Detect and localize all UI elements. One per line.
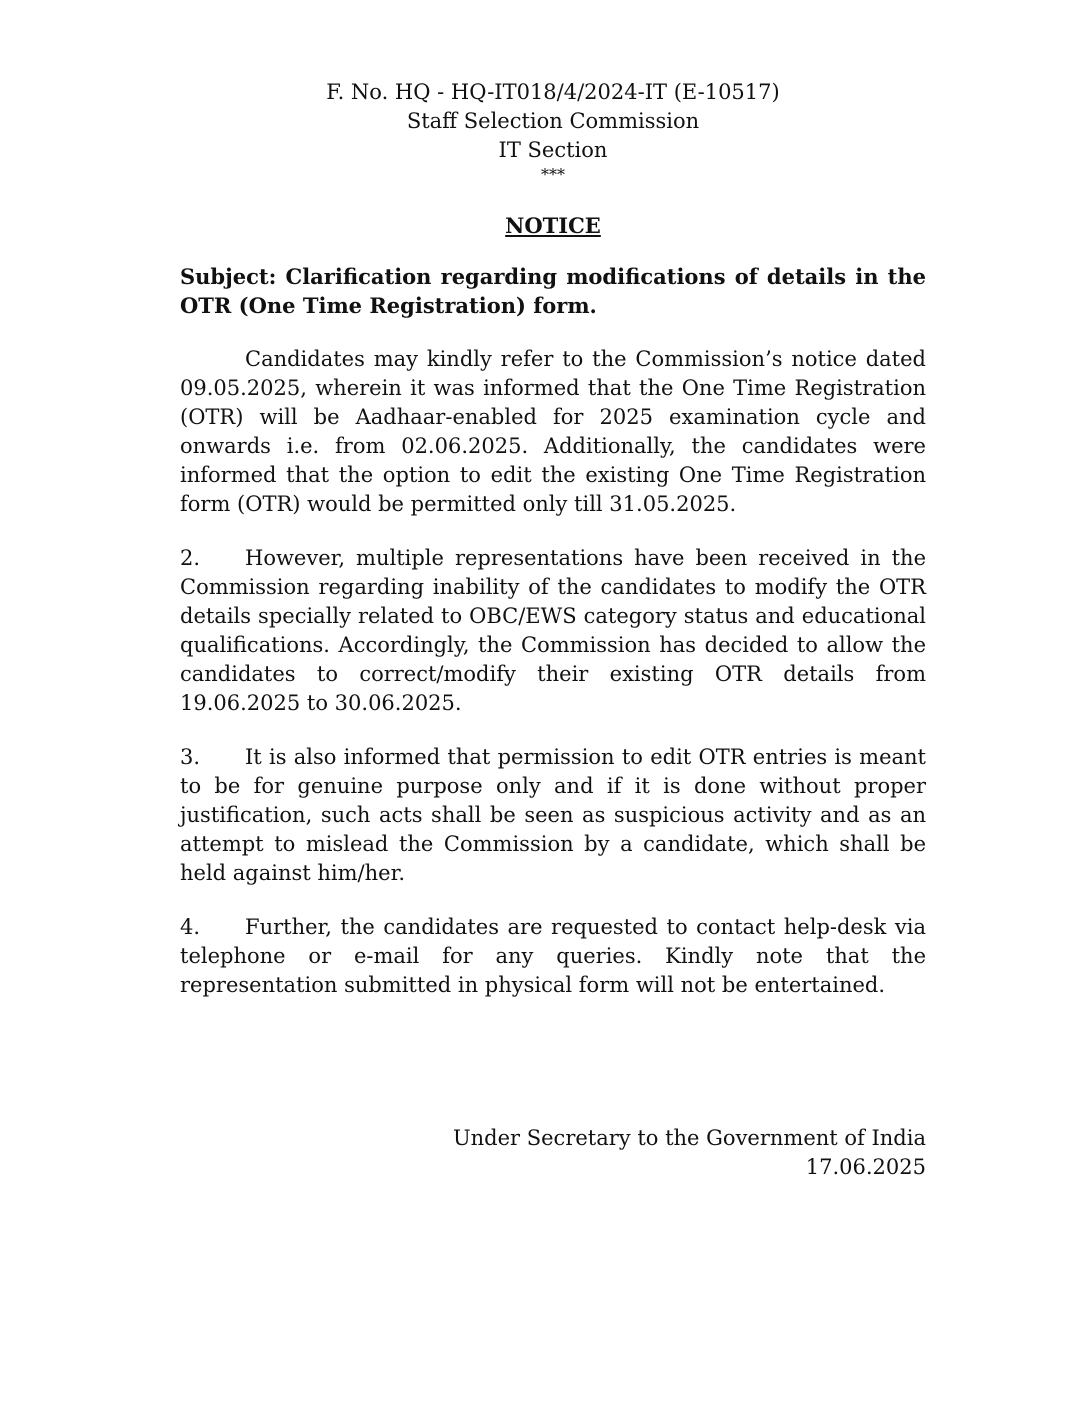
notice-title: NOTICE	[505, 213, 601, 238]
signature-block	[453, 1124, 926, 1182]
file-number: F. No. HQ - HQ-IT018/4/2024-IT (E-10517)	[326, 80, 780, 104]
paragraph-2	[180, 544, 926, 718]
paragraph-1-text: Candidates may kindly refer to the Commission’s notice dated 09.05.2025, wherein it was informed that the One Time Registration (OTR) will be Aadhaar-enabled for 2025 examination cycle and onwards i.e. from 02.06.2025. Additionally, the candidates were informed that the option to edit the existing One Time Registration form (OTR) would be permitted only till 31.05.2025.	[180, 347, 926, 516]
paragraph-2-text: However, multiple representations have been received in the Commission regarding inability of the candidates to modify the OTR details specially related to OBC/EWS category status and educational qualifications. Accordingly, the Commission has decided to allow the candidates to correct/modify their existing OTR details from 19.06.2025 to 30.06.2025.	[180, 546, 926, 715]
paragraph-1	[180, 345, 926, 519]
document-header	[180, 78, 926, 185]
notice-document	[180, 78, 926, 1000]
paragraph-2-number: 2.	[180, 546, 201, 570]
paragraph-3	[180, 743, 926, 888]
notice-subject: Subject: Clarification regarding modifications of details in the OTR (One Time Registration) form.	[180, 264, 926, 318]
paragraph-3-text: It is also informed that permission to edit OTR entries is meant to be for genuine purpose only and if it is done without proper justification, such acts shall be seen as suspicious activity and as an attempt to mislead the Commission by a candidate, which shall be held against him/her.	[180, 745, 926, 885]
section-name: IT Section	[498, 138, 608, 162]
organization-name: Staff Selection Commission	[406, 109, 700, 133]
paragraph-4	[180, 913, 926, 1000]
signatory-designation: Under Secretary to the Government of India	[452, 1126, 926, 1150]
header-separator: ***	[541, 165, 565, 184]
paragraph-3-number: 3.	[180, 745, 201, 769]
paragraph-4-number: 4.	[180, 915, 201, 939]
paragraph-4-text: Further, the candidates are requested to contact help-desk via telephone or e-mail for any queries. Kindly note that the representation submitted in physical form will not be entertained.	[180, 915, 926, 997]
signature-date: 17.06.2025	[805, 1155, 926, 1179]
